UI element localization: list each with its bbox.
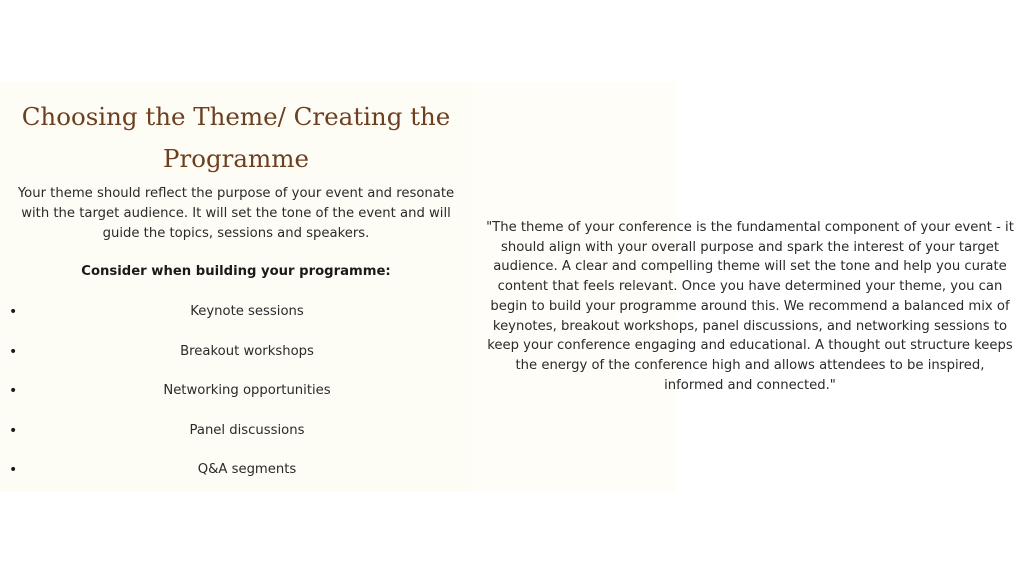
list-item [0,460,472,500]
list-item-label: Keynote sessions [190,304,304,319]
bullet-icon: • [9,343,18,360]
theme-quote: "The theme of your conference is the fundamental component of your event - it should align with your overall purpose and spark the interest of your target audience. A clear and compelling theme will set the tone and help you curate content that feels relevant. Once you have determined your theme, you can begin to build your programme around this. We recommend a balanced mix of keynotes, breakout workshops, panel discussions, and networking sessions to keep your conference engaging and educational. A thought out structure keeps the energy of the conference high and allows attendees to be inspired, informed and connected." [486,220,1014,393]
list-item-label: Breakout workshops [180,343,314,359]
bullet-icon: • [9,462,18,478]
list-item-label: Networking opportunities [163,383,331,398]
programme-items-list [0,302,472,500]
page-title: Choosing the Theme/ Creating the Programme [21,102,451,173]
bullet-icon: • [9,304,18,320]
programme-considerations-heading: Consider when building your programme: [81,264,391,279]
list-item-label: Q&A segments [197,462,297,477]
list-item [0,381,472,421]
bullet-icon: • [9,422,18,439]
list-item [0,342,472,382]
list-item [0,302,472,342]
list-item-label: Panel discussions [189,422,305,438]
list-item [0,421,472,461]
intro-paragraph: Your theme should reflect the purpose of your event and resonate with the target audience. It will set the tone of the event and will guide the topics, sessions and speakers. [17,186,455,241]
bullet-icon: • [9,383,18,399]
